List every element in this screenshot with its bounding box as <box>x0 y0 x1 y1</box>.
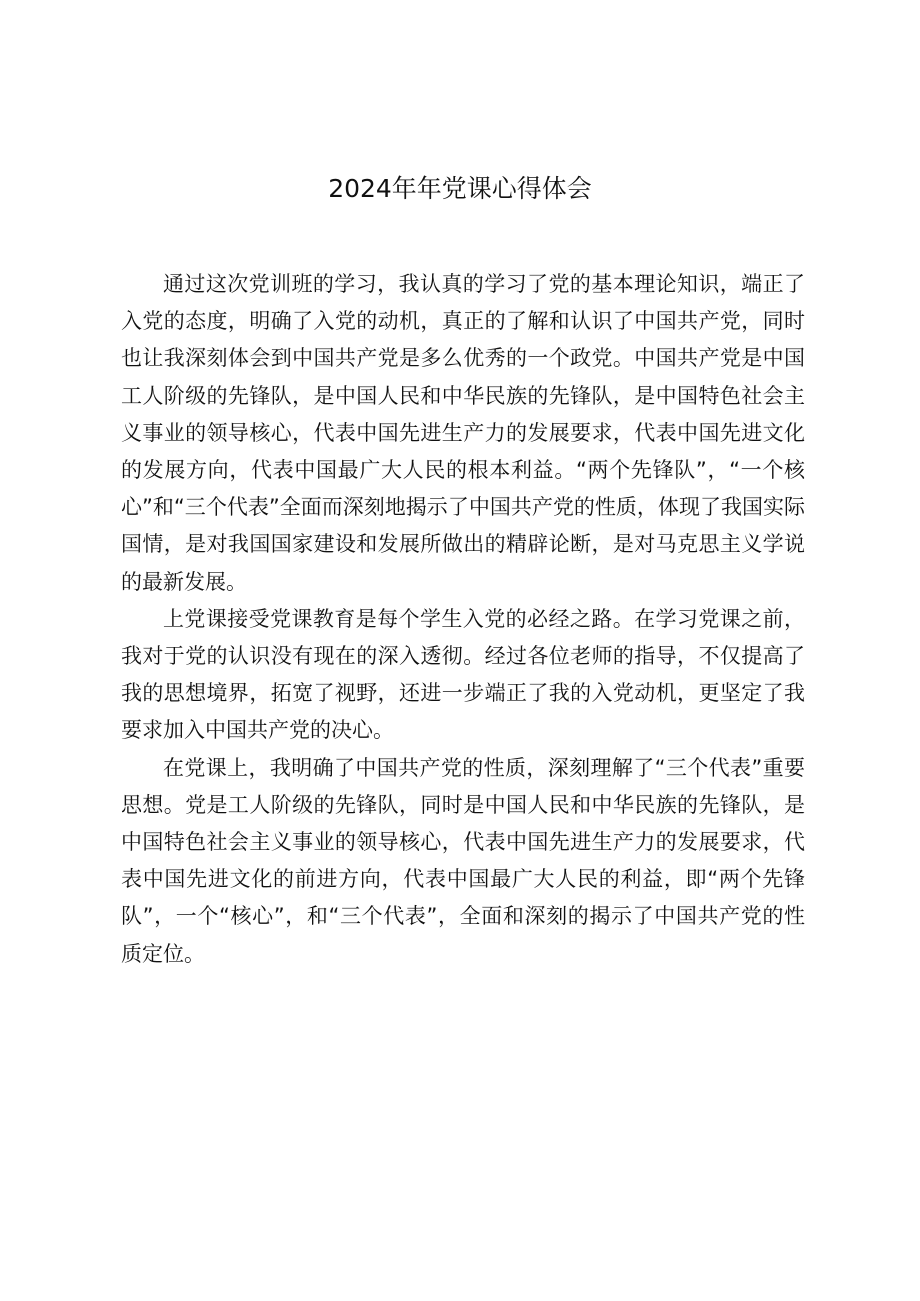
document-body <box>121 266 805 973</box>
paragraph-2: 上党课接受党课教育是每个学生入党的必经之路。在学习党课之前，我对于党的认识没有现在的深入透彻。经过各位老师的指导，不仅提高了我的思想境界，拓宽了视野，还进一步端正了我的入党动机，更坚定了我要求加入中国共产党的决心。 <box>121 606 805 743</box>
document-title: 2024年年党课心得体会 <box>328 174 592 203</box>
paragraph-3: 在党课上，我明确了中国共产党的性质，深刻理解了“三个代表”重要思想。党是工人阶级的先锋队，同时是中国人民和中华民族的先锋队，是中国特色社会主义事业的领导核心，代表中国先进生产力的发展要求，代表中国先进文化的前进方向，代表中国最广大人民的利益，即“两个先锋队”，一个“核心”，和“三个代表”，全面和深刻的揭示了中国共产党的性质定位。 <box>121 755 805 966</box>
paragraph-1: 通过这次党训班的学习，我认真的学习了党的基本理论知识，端正了入党的态度，明确了入党的动机，真正的了解和认识了中国共产党，同时也让我深刻体会到中国共产党是多么优秀的一个政党。中国共产党是中国工人阶级的先锋队，是中国人民和中华民族的先锋队，是中国特色社会主义事业的领导核心，代表中国先进生产力的发展要求，代表中国先进文化的发展方向，代表中国最广大人民的根本利益。“两个先锋队”，“一个核心”和“三个代表”全面而深刻地揭示了中国共产党的性质，体现了我国实际国情，是对我国国家建设和发展所做出的精辟论断，是对马克思主义学说的最新发展。 <box>121 272 805 594</box>
